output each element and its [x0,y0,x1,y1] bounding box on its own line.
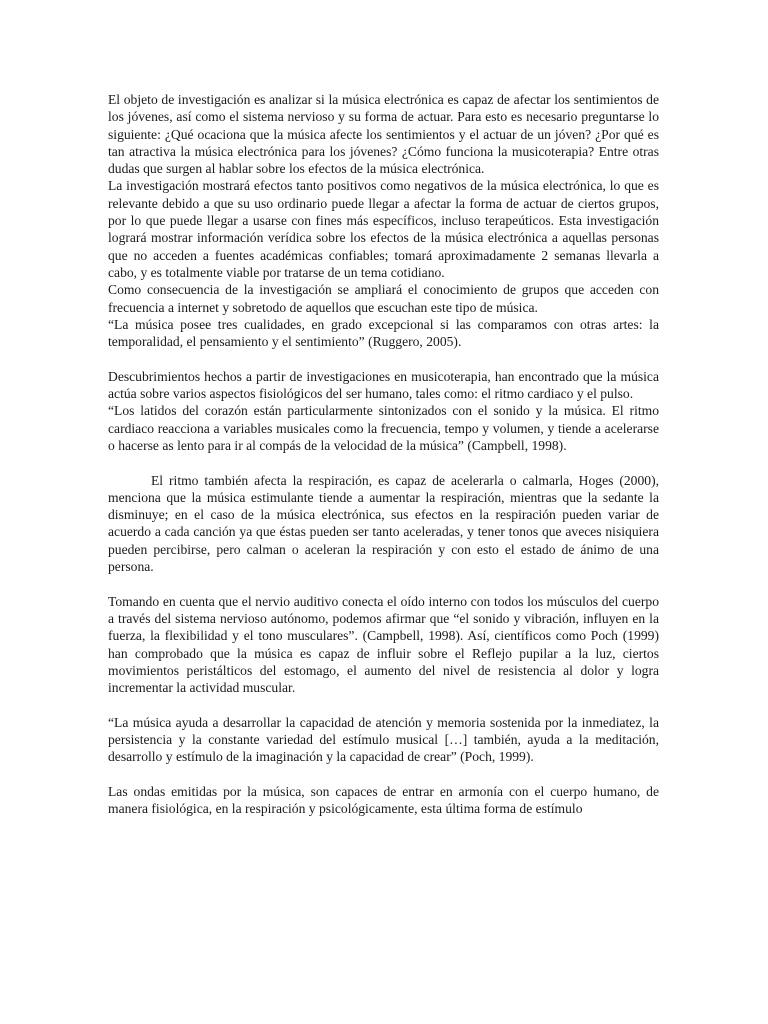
paragraph-gap [108,454,659,471]
paragraph-research-consequence: Como consecuencia de la investigación se ampliará el conocimiento de grupos que acceden con frecuencia a internet y sobretodo de aquellos que escuchan este tipo de música. [108,282,659,315]
quote-ruggero: “La música posee tres cualidades, en grado excepcional si las comparamos con otras artes: la temporalidad, el pensamiento y el sentimiento” (Ruggero, 2005). [108,316,659,350]
paragraph-musicotherapy-discoveries: Descubrimientos hechos a partir de investigaciones en musicoterapia, han encontrado que la música actúa sobre varios aspectos fisiológicos del ser humano, tales como: el ritmo cardiaco y el pulso. [108,368,659,402]
quote-poch-attention: “La música ayuda a desarrollar la capacidad de atención y memoria sostenida por la inmediatez, la persistencia y la constante variedad del estímulo musical […] también, ayuda a la meditación, desarrollo y estímulo de la imaginación y la capacidad de crear” (Poch, 1999). [108,714,659,765]
paragraph-gap [108,350,659,367]
paragraph-gap [108,696,659,713]
quote-campbell-heartbeat: “Los latidos del corazón están particularmente sintonizados con el sonido y la música. El ritmo cardiaco reacciona a variables musicales como la frecuencia, tempo y volumen, y tiende a acelerarse o hacerse as lento para ir al compás de la velocidad de la música” (Campbell, 1998). [108,403,659,453]
paragraph-auditory-nerve: Tomando en cuenta que el nervio auditivo conecta el oído interno con todos los músculos del cuerpo a través del sistema nervioso autónomo, podemos afirmar que “el sonido y vibración, influyen en la fuerza, la flexibilidad y el tono musculares”. (Campbell, 1998). Así, científicos como Poch (1999) han comprobado que la música es capaz de influir sobre el Reflejo pupilar a la luz, ciertos movimientos peristálticos del estomago, el aumento del nivel de resistencia al dolor y logra incrementar la actividad muscular. [108,593,659,696]
paragraph-gap [108,575,659,592]
document-page [108,91,659,817]
paragraph-gap [108,766,659,783]
paragraph-research-effects: La investigación mostrará efectos tanto positivos como negativos de la música electrónica, lo que es relevante debido a que su uso ordinario puede llegar a afectar la forma de actuar de ciertos grupos, por lo que puede llegar a usarse con fines más específicos, incluso terapeúticos. Esta investigación logrará mostrar información verídica sobre los efectos de la música electrónica a aquellas personas que no acceden a fuentes académicas confiables; tomará aproximadamente 2 semanas llevarla a cabo, y es totalmente viable por tratarse de un tema cotidiano. [108,178,659,280]
paragraph-research-objective: El objeto de investigación es analizar si la música electrónica es capaz de afectar los sentimientos de los jóvenes, así como el sistema nervioso y su forma de actuar. Para esto es necesario preguntarse lo siguiente: ¿Qué ocaciona que la música afecte los sentimientos y el actuar de un jóven? ¿Por qué es tan atractiva la música electrónica para los jóvenes? ¿Cómo funciona la musicoterapia? Entre otras dudas que surgen al hablar sobre los efectos de la música electrónica. [108,92,659,177]
paragraph-rhythm-breathing: El ritmo también afecta la respiración, es capaz de acelerarla o calmarla, Hoges (2000), menciona que la música estimulante tiende a aumentar la respiración, mientras que la sedante la disminuye; en el caso de la música electrónica, sus efectos en la respiración pueden variar de acuerdo a cada canción ya que éstas pueden ser tanto aceleradas, y tener tonos que aveces nisiquiera pueden percibirse, pero calman o aceleran la respiración y con esto el estado de ánimo de una persona. [108,472,659,575]
paragraph-sound-waves: Las ondas emitidas por la música, son capaces de entrar en armonía con el cuerpo humano, de manera fisiológica, en la respiración y psicológicamente, esta última forma de estímulo [108,783,659,817]
